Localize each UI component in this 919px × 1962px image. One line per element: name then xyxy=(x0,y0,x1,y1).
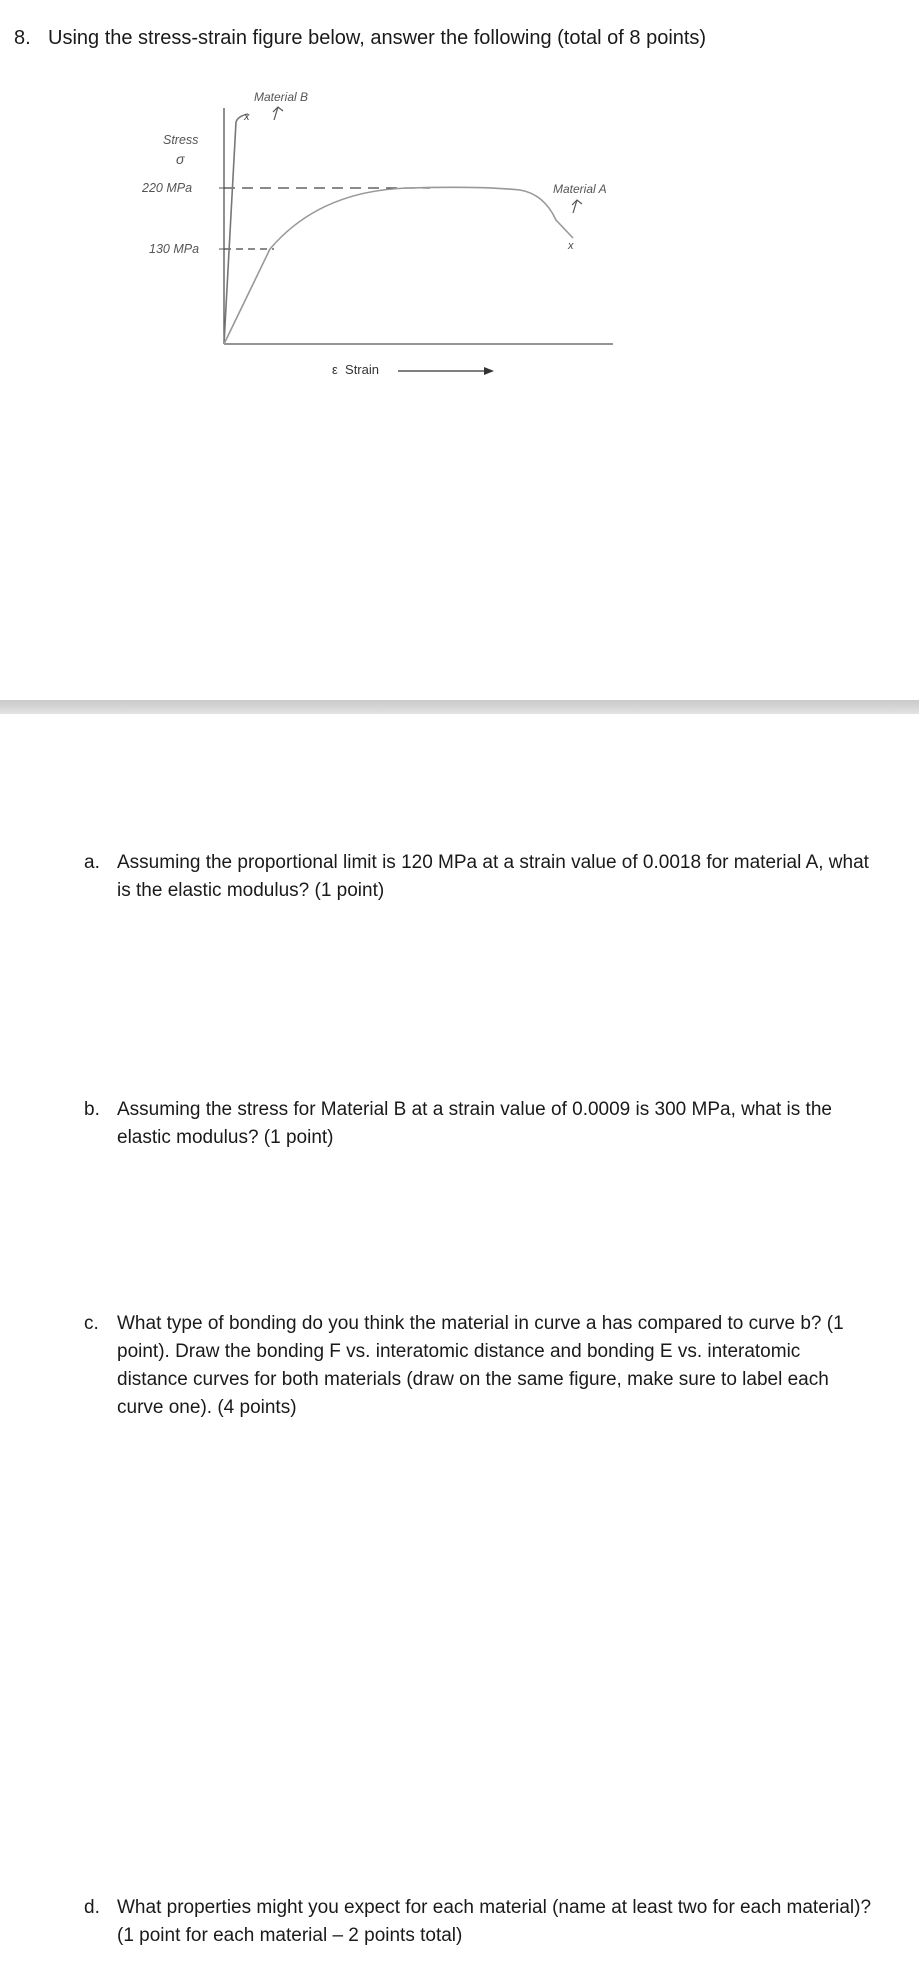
item-letter: a. xyxy=(84,852,100,873)
question-title-text: Using the stress-strain figure below, answer the following (total of 8 points) xyxy=(48,27,707,49)
question-item-a xyxy=(84,849,874,905)
item-letter: d. xyxy=(84,1897,100,1918)
stress-strain-figure xyxy=(120,80,640,400)
item-letter: c. xyxy=(84,1313,99,1334)
tick-label-220: 220 MPa xyxy=(142,181,193,195)
page-divider xyxy=(0,700,919,714)
question-item-b xyxy=(84,1096,874,1152)
material-a-arrow xyxy=(572,200,582,213)
material-b-arrow xyxy=(273,107,283,120)
page-2 xyxy=(0,714,919,1962)
question-number: 8. xyxy=(14,27,31,49)
question-item-c xyxy=(84,1310,874,1422)
stress-label: Stress xyxy=(163,133,199,147)
strain-arrow-head xyxy=(484,367,494,375)
tick-label-130: 130 MPa xyxy=(149,242,200,256)
material-a-label: Material A xyxy=(553,182,607,196)
material-b-curve xyxy=(224,114,248,344)
item-text: What type of bonding do you think the material in curve a has compared to curve b? (1 point). Draw the bonding F vs. interatomic distance and bonding E vs. interatomic distance curves for both materials (draw on the same figure, make sure to label each curve one). (4 points) xyxy=(117,1313,844,1418)
item-text: Assuming the stress for Material B at a strain value of 0.0009 is 300 MPa, what is the elastic modulus? (1 point) xyxy=(117,1099,832,1148)
material-b-fracture-mark: x xyxy=(244,111,250,123)
page-1 xyxy=(0,0,919,700)
item-letter: b. xyxy=(84,1099,100,1120)
material-b-label: Material B xyxy=(254,90,309,104)
material-a-curve xyxy=(224,187,573,344)
strain-label: ε Strain xyxy=(332,362,379,377)
item-text: Assuming the proportional limit is 120 MPa at a strain value of 0.0018 for material A, what is the elastic modulus? (1 point) xyxy=(117,852,869,901)
sigma-symbol: σ xyxy=(176,151,185,167)
material-a-fracture-mark: x xyxy=(568,240,574,252)
question-title xyxy=(14,24,706,52)
question-item-d xyxy=(84,1894,874,1950)
item-text: What properties might you expect for each material (name at least two for each material)? (1 point for each material – 2 points total) xyxy=(117,1897,872,1946)
